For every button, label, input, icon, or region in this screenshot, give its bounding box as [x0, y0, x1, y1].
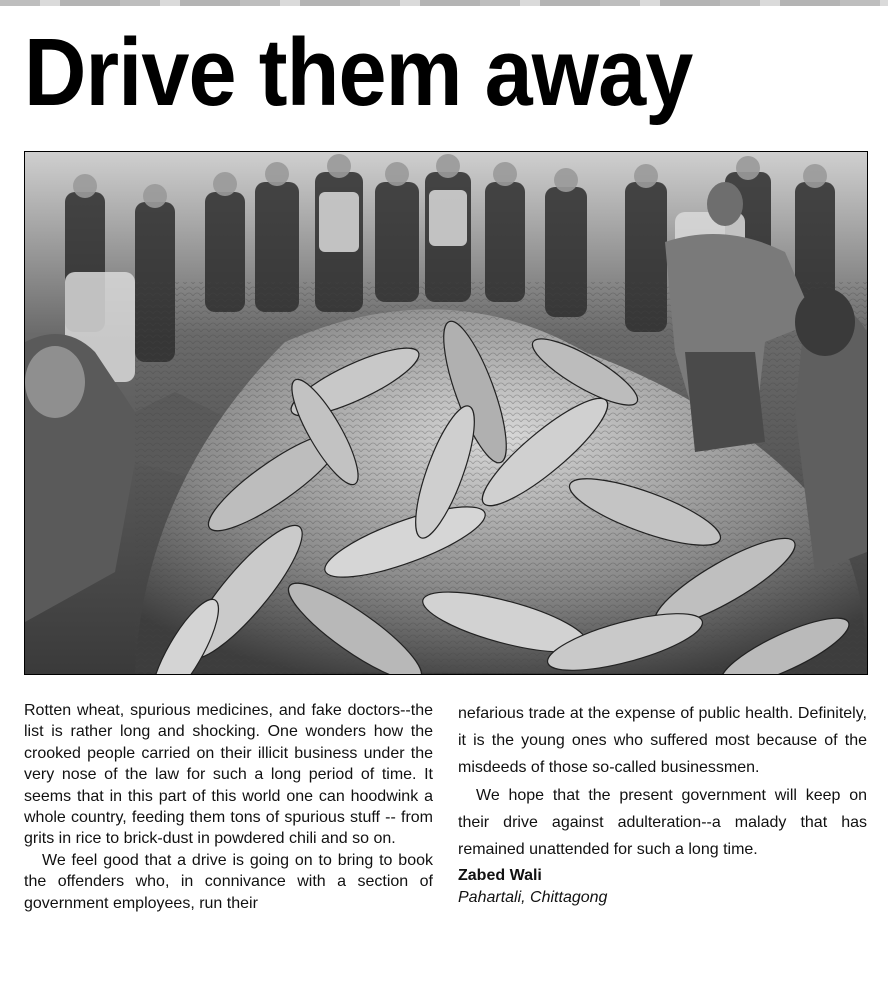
top-rule — [0, 0, 888, 6]
body-paragraph: We hope that the present government will keep on their drive against adulteration--a malady that has remained unattended for such a long time. — [458, 787, 867, 858]
article-column-right — [458, 700, 867, 909]
author-name: Zabed Wali — [458, 867, 542, 884]
body-paragraph: nefarious trade at the expense of public health. Definitely, it is the young ones who suffered most because of the misdeeds of those so-called businessmen. — [458, 705, 867, 776]
headline: Drive them away — [24, 19, 693, 126]
author-location: Pahartali, Chittagong — [458, 889, 608, 906]
body-paragraph: Rotten wheat, spurious medicines, and fake doctors--the list is rather long and shocking. One wonders how the crooked people carried on their illicit business under the very nose of the law for such a long period of time. It seems that in this part of this world one can hoodwink a whole country, feeding them tons of spurious stuff -- from grits in rice to brick-dust in powdered chili and so on. — [24, 702, 433, 848]
article-column-left — [24, 700, 433, 914]
news-photo-fish-pile — [24, 151, 868, 675]
body-paragraph: We feel good that a drive is going on to bring to book the offenders who, in connivance with a section of government employees, run their — [24, 851, 433, 912]
